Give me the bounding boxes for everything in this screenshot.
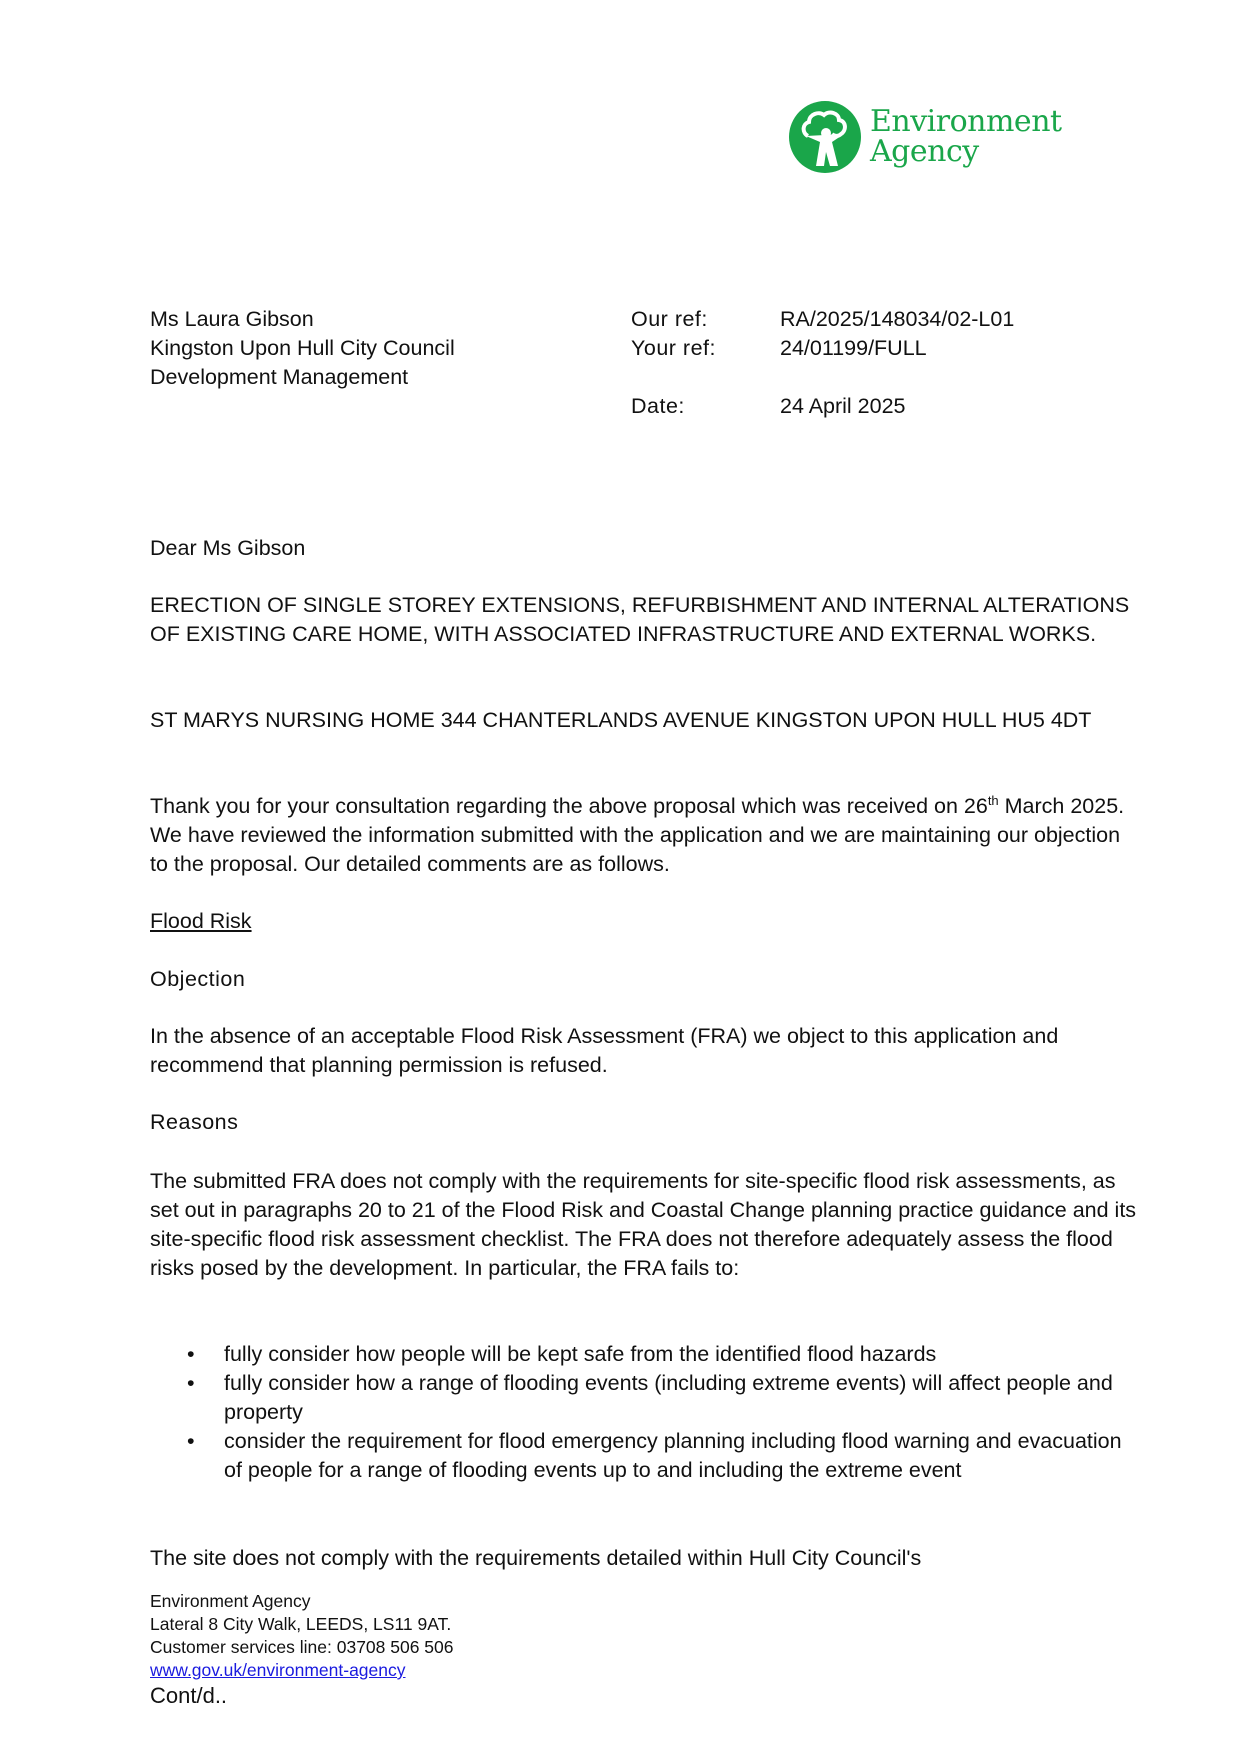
footer xyxy=(150,1590,454,1682)
reasons-heading: Reasons xyxy=(150,1110,239,1134)
salutation: Dear Ms Gibson xyxy=(150,536,306,560)
intro-text-a: Thank you for your consultation regarding the above proposal which was received on 26 xyxy=(150,794,988,818)
list-item: • fully consider how people will be kept safe from the identified flood hazards xyxy=(224,1340,1140,1369)
intro-sup: th xyxy=(987,792,999,808)
recipient-dept: Development Management xyxy=(150,365,409,389)
footer-address: Lateral 8 City Walk, LEEDS, LS11 9AT. xyxy=(150,1614,452,1634)
your-ref-value: 24/01199/FULL xyxy=(780,336,927,360)
our-ref-label: Our ref: xyxy=(631,307,708,331)
objection-heading: Objection xyxy=(150,967,246,991)
list-item: • consider the requirement for flood emergency planning including flood warning and evacuation of people for a range of flooding events up to and including the extreme event xyxy=(224,1427,1140,1485)
intro-text-b: March 2025. We have reviewed the information submitted with the application and we are maintaining our objection to the proposal. Our detailed comments are as follows. xyxy=(150,794,1125,876)
site-address: ST MARYS NURSING HOME 344 CHANTERLANDS AVENUE KINGSTON UPON HULL HU5 4DT xyxy=(150,708,1092,732)
date-label: Date: xyxy=(631,394,685,418)
list-item: • fully consider how a range of flooding events (including extreme events) will affect people and property xyxy=(224,1369,1140,1427)
continued-marker: Cont/d.. xyxy=(150,1683,228,1708)
section-heading-flood-risk: Flood Risk xyxy=(150,909,252,933)
footer-org: Environment Agency xyxy=(150,1591,311,1611)
objection-text: In the absence of an acceptable Flood Risk Assessment (FRA) we object to this application and recommend that planning permission is refused. xyxy=(150,1024,1059,1077)
intro-paragraph xyxy=(150,792,1140,879)
your-ref-label: Your ref: xyxy=(631,336,716,360)
recipient-address xyxy=(150,305,610,392)
recipient-name: Ms Laura Gibson xyxy=(150,307,314,331)
failures-list xyxy=(150,1340,1140,1485)
logo-line-1: Environment xyxy=(870,104,1062,139)
recipient-org: Kingston Upon Hull City Council xyxy=(150,336,455,360)
date-value: 24 April 2025 xyxy=(780,394,906,418)
reference-block xyxy=(631,305,1014,421)
logo-line-2: Agency xyxy=(870,134,979,169)
tree-person-logo-icon xyxy=(788,100,862,174)
proposal-title: ERECTION OF SINGLE STOREY EXTENSIONS, REFURBISHMENT AND INTERNAL ALTERATIONS OF EXISTING CARE HOME, WITH ASSOCIATED INFRASTRUCTURE AND EXTERNAL WORKS. xyxy=(150,593,1130,646)
reasons-text: The submitted FRA does not comply with the requirements for site-specific flood risk assessments, as set out in paragraphs 20 to 21 of the Flood Risk and Coastal Change planning practice guidance and its site-specific flood risk assessment checklist. The FRA does not therefore adequately assess the flood risks posed by the development. In particular, the FRA fails to: xyxy=(150,1169,1137,1280)
footer-website-link[interactable]: www.gov.uk/environment-agency xyxy=(150,1660,406,1680)
our-ref-value: RA/2025/148034/02-L01 xyxy=(780,307,1015,331)
closing-line: The site does not comply with the requirements detailed within Hull City Council's xyxy=(150,1546,922,1570)
environment-agency-logo xyxy=(788,100,1062,174)
footer-phone: Customer services line: 03708 506 506 xyxy=(150,1637,454,1657)
